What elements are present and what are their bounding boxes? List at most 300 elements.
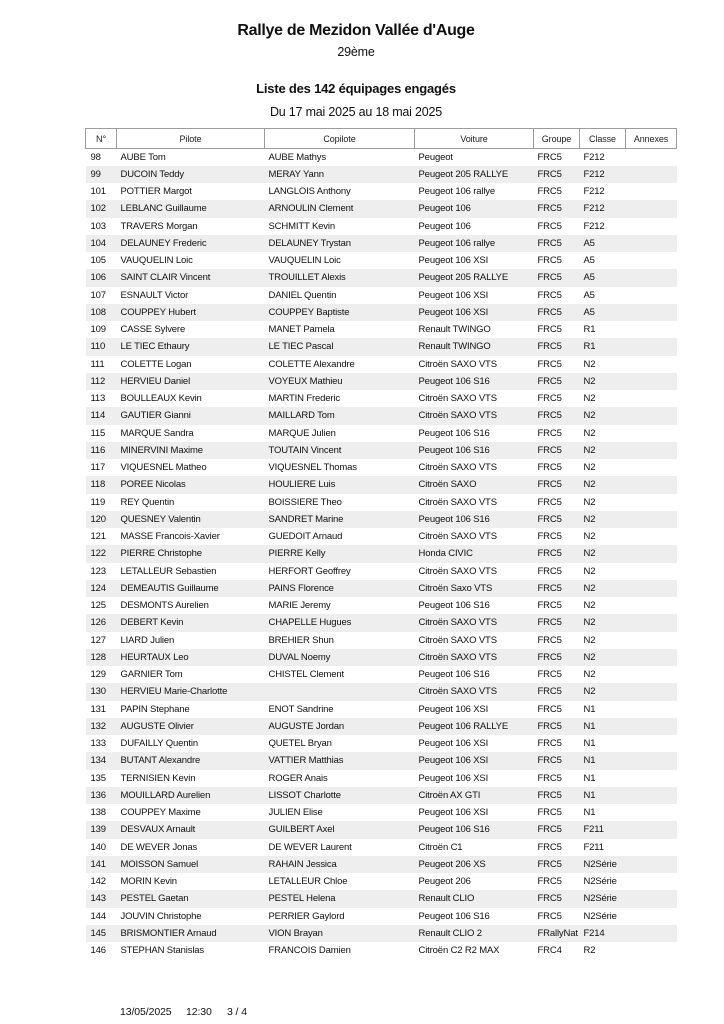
- cell-groupe: FRC5: [537, 375, 562, 387]
- cell-annexes: [626, 476, 677, 493]
- cell-classe: A5: [583, 255, 595, 267]
- cell-annexes: [626, 925, 677, 942]
- cell-num: 108: [90, 306, 106, 318]
- cell-voiture: Citroën SAXO VTS: [418, 617, 497, 629]
- cell-voiture: Peugeot 106: [418, 203, 471, 215]
- cell-classe: F212: [583, 203, 605, 215]
- cell-classe: N2: [583, 600, 596, 612]
- cell-groupe: FRC5: [537, 358, 562, 370]
- cell-pilote: PIERRE Christophe: [120, 548, 202, 560]
- table-row: [86, 321, 677, 338]
- cell-groupe: FRC5: [537, 600, 562, 612]
- cell-groupe: FRC5: [537, 789, 562, 801]
- cell-pilote: TRAVERS Morgan: [120, 220, 198, 232]
- cell-classe: N1: [583, 789, 596, 801]
- cell-num: 111: [90, 358, 105, 370]
- cell-groupe: FRC5: [537, 324, 562, 336]
- cell-pilote: MOUILLARD Aurelien: [120, 789, 211, 801]
- cell-num: 107: [90, 289, 106, 301]
- cell-num: 140: [90, 841, 106, 853]
- cell-classe: N1: [583, 738, 596, 750]
- cell-pilote: DEMEAUTIS Guillaume: [120, 582, 219, 594]
- cell-num: 143: [90, 893, 106, 905]
- cell-voiture: Peugeot 206 XS: [418, 858, 486, 870]
- table-row: [86, 373, 677, 390]
- cell-classe: N2: [583, 358, 596, 370]
- cell-classe: N2: [583, 582, 596, 594]
- table-row: [86, 459, 677, 476]
- cell-annexes: [626, 856, 677, 873]
- cell-annexes: [626, 735, 677, 752]
- cell-annexes: [626, 511, 677, 528]
- cell-copilote: HERFORT Geoffrey: [268, 565, 351, 577]
- cell-annexes: [626, 545, 677, 562]
- cell-pilote: POREE Nicolas: [120, 479, 186, 491]
- table-row: [86, 666, 677, 683]
- cell-voiture: Peugeot 106 rallye: [418, 237, 496, 249]
- cell-pilote: COUPPEY Hubert: [120, 306, 196, 318]
- cell-voiture: Citroën SAXO VTS: [418, 634, 497, 646]
- cell-copilote: CHAPELLE Hugues: [268, 617, 352, 629]
- cell-copilote: ROGER Anais: [268, 772, 328, 784]
- cell-groupe: FRC5: [537, 168, 562, 180]
- cell-groupe: FRC5: [537, 824, 562, 836]
- cell-voiture: Citroën SAXO VTS: [418, 393, 497, 405]
- cell-classe: N2Série: [583, 893, 617, 905]
- cell-groupe: FRC5: [537, 582, 562, 594]
- cell-pilote: POTTIER Margot: [120, 186, 192, 198]
- table-row: [86, 166, 677, 183]
- cell-copilote: DELAUNEY Trystan: [268, 237, 351, 249]
- cell-voiture: Citroën SAXO: [418, 479, 477, 491]
- cell-voiture: Peugeot 106 S16: [418, 600, 490, 612]
- cell-classe: N1: [583, 720, 596, 732]
- cell-pilote: REY Quentin: [120, 496, 175, 508]
- cell-groupe: FRallyNat: [537, 927, 578, 939]
- cell-classe: A5: [583, 306, 595, 318]
- cell-pilote: HERVIEU Marie-Charlotte: [120, 686, 228, 698]
- cell-pilote: DELAUNEY Frederic: [120, 237, 207, 249]
- cell-classe: F214: [583, 927, 605, 939]
- cell-groupe: FRC5: [537, 237, 562, 249]
- cell-groupe: FRC5: [537, 220, 562, 232]
- table-row: [86, 476, 677, 493]
- cell-annexes: [626, 407, 677, 424]
- cell-pilote: CASSE Sylvere: [120, 324, 186, 336]
- cell-groupe: FRC5: [537, 513, 562, 525]
- cell-groupe: FRC5: [537, 393, 562, 405]
- cell-pilote: PESTEL Gaetan: [120, 893, 189, 905]
- cell-groupe: FRC5: [537, 755, 562, 767]
- cell-classe: F211: [583, 841, 604, 853]
- cell-pilote: LEBLANC Guillaume: [120, 203, 207, 215]
- cell-pilote: GAUTIER Gianni: [120, 410, 191, 422]
- cell-groupe: FRC5: [537, 410, 562, 422]
- cell-copilote: DE WEVER Laurent: [268, 841, 352, 853]
- cell-voiture: Peugeot 205 RALLYE: [418, 168, 509, 180]
- cell-voiture: Peugeot 106 XSI: [418, 289, 489, 301]
- cell-num: 104: [90, 237, 106, 249]
- cell-num: 144: [90, 910, 106, 922]
- cell-pilote: BRISMONTIER Arnaud: [120, 927, 217, 939]
- cell-annexes: [626, 459, 677, 476]
- cell-num: 129: [90, 669, 106, 681]
- cell-voiture: Peugeot 205 RALLYE: [418, 272, 509, 284]
- table-row: [86, 856, 677, 873]
- cell-num: 134: [90, 755, 106, 767]
- table-row: [86, 821, 677, 838]
- cell-annexes: [626, 597, 677, 614]
- cell-groupe: FRC5: [537, 807, 562, 819]
- cell-num: 135: [90, 772, 106, 784]
- cell-num: 123: [90, 565, 106, 577]
- cell-classe: F212: [583, 168, 605, 180]
- cell-voiture: Peugeot: [418, 151, 453, 163]
- cell-copilote: HOULIERE Luis: [268, 479, 336, 491]
- cell-groupe: FRC5: [537, 634, 562, 646]
- table-row: [86, 218, 677, 235]
- cell-groupe: FRC5: [537, 893, 562, 905]
- cell-annexes: [626, 218, 677, 235]
- column-header-copilote: Copilote: [265, 129, 415, 149]
- cell-num: 145: [90, 927, 106, 939]
- cell-groupe: FRC5: [537, 651, 562, 663]
- cell-pilote: BOULLEAUX Kevin: [120, 393, 202, 405]
- cell-pilote: MINERVINI Maxime: [120, 444, 203, 456]
- cell-voiture: Peugeot 106 S16: [418, 824, 490, 836]
- cell-classe: A5: [583, 272, 595, 284]
- cell-classe: N1: [583, 772, 596, 784]
- cell-annexes: [626, 390, 677, 407]
- table-row: [86, 873, 677, 890]
- cell-pilote: PAPIN Stephane: [120, 703, 190, 715]
- cell-copilote: AUGUSTE Jordan: [268, 720, 345, 732]
- cell-annexes: [626, 425, 677, 442]
- date-range: Du 17 mai 2025 au 18 mai 2025: [269, 105, 443, 119]
- cell-annexes: [626, 718, 677, 735]
- column-header-voiture: Voiture: [415, 129, 534, 149]
- cell-classe: N1: [583, 703, 596, 715]
- cell-groupe: FRC5: [537, 703, 562, 715]
- cell-pilote: DUFAILLY Quentin: [120, 738, 199, 750]
- cell-classe: R1: [583, 324, 596, 336]
- cell-num: 103: [90, 220, 106, 232]
- cell-pilote: TERNISIEN Kevin: [120, 772, 196, 784]
- cell-classe: N2: [583, 444, 596, 456]
- table-row: [86, 287, 677, 304]
- cell-copilote: MANET Pamela: [268, 324, 335, 336]
- entries-table: [85, 128, 677, 959]
- cell-copilote: VIQUESNEL Thomas: [268, 462, 357, 474]
- cell-annexes: [626, 683, 677, 700]
- cell-classe: R1: [583, 341, 596, 353]
- cell-classe: N2: [583, 669, 596, 681]
- cell-copilote: RAHAIN Jessica: [268, 858, 337, 870]
- cell-groupe: FRC5: [537, 462, 562, 474]
- cell-voiture: Peugeot 106 S16: [418, 427, 490, 439]
- cell-classe: N2Série: [583, 876, 617, 888]
- cell-groupe: FRC4: [537, 945, 562, 957]
- cell-pilote: HERVIEU Daniel: [120, 375, 191, 387]
- cell-voiture: Renault CLIO 2: [418, 927, 482, 939]
- cell-voiture: Peugeot 106 RALLYE: [418, 720, 509, 732]
- cell-classe: N1: [583, 755, 596, 767]
- cell-annexes: [626, 287, 677, 304]
- table-row: [86, 770, 677, 787]
- cell-annexes: [626, 649, 677, 666]
- cell-num: 110: [90, 341, 106, 353]
- table-row: [86, 718, 677, 735]
- column-header-annexes: Annexes: [626, 129, 677, 149]
- cell-pilote: SAINT CLAIR Vincent: [120, 272, 211, 284]
- cell-copilote: SANDRET Marine: [268, 513, 344, 525]
- table-row: [86, 597, 677, 614]
- cell-num: 105: [90, 255, 106, 267]
- cell-groupe: FRC5: [537, 910, 562, 922]
- cell-annexes: [626, 269, 677, 286]
- table-row: [86, 356, 677, 373]
- cell-voiture: Citroën SAXO VTS: [418, 651, 497, 663]
- cell-num: 125: [90, 600, 106, 612]
- cell-groupe: FRC5: [537, 720, 562, 732]
- entry-table-body: [86, 149, 677, 960]
- cell-num: 115: [90, 427, 106, 439]
- cell-copilote: PAINS Florence: [268, 582, 334, 594]
- cell-annexes: [626, 528, 677, 545]
- cell-annexes: [626, 666, 677, 683]
- cell-classe: A5: [583, 237, 595, 249]
- cell-groupe: FRC5: [537, 203, 562, 215]
- cell-pilote: MORIN Kevin: [120, 876, 177, 888]
- cell-pilote: DESMONTS Aurelien: [120, 600, 209, 612]
- table-row: [86, 942, 677, 959]
- cell-pilote: QUESNEY Valentin: [120, 513, 201, 525]
- cell-num: 133: [90, 738, 106, 750]
- cell-voiture: Peugeot 106 XSI: [418, 738, 489, 750]
- cell-classe: N2: [583, 617, 596, 629]
- table-row: [86, 787, 677, 804]
- cell-voiture: Peugeot 106 S16: [418, 375, 490, 387]
- cell-copilote: GUEDOIT Arnaud: [268, 531, 343, 543]
- cell-num: 141: [90, 858, 106, 870]
- table-row: [86, 425, 677, 442]
- list-title: Liste des 142 équipages engagés: [256, 81, 456, 96]
- cell-annexes: [626, 701, 677, 718]
- cell-pilote: COUPPEY Maxime: [120, 807, 201, 819]
- cell-classe: N2: [583, 513, 596, 525]
- column-header-classe: Classe: [580, 129, 626, 149]
- cell-pilote: COLETTE Logan: [120, 358, 192, 370]
- table-row: [86, 235, 677, 252]
- table-row: [86, 890, 677, 907]
- cell-groupe: FRC5: [537, 289, 562, 301]
- cell-groupe: FRC5: [537, 858, 562, 870]
- cell-copilote: AUBE Mathys: [268, 151, 326, 163]
- cell-annexes: [626, 200, 677, 217]
- table-row: [86, 580, 677, 597]
- cell-voiture: Renault TWINGO: [418, 341, 491, 353]
- cell-annexes: [626, 356, 677, 373]
- cell-classe: N2: [583, 375, 596, 387]
- cell-classe: N2: [583, 548, 596, 560]
- cell-pilote: GARNIER Tom: [120, 669, 183, 681]
- cell-annexes: [626, 494, 677, 511]
- cell-copilote: MARIE Jeremy: [268, 600, 331, 612]
- cell-classe: N2Série: [583, 910, 617, 922]
- cell-classe: R2: [583, 945, 596, 957]
- cell-groupe: FRC5: [537, 876, 562, 888]
- table-row: [86, 511, 677, 528]
- page-title: Rallye de Mezidon Vallée d'Auge: [237, 22, 475, 39]
- cell-copilote: ENOT Sandrine: [268, 703, 334, 715]
- table-row: [86, 338, 677, 355]
- cell-copilote: PERRIER Gaylord: [268, 910, 345, 922]
- cell-num: 138: [90, 807, 106, 819]
- cell-num: 122: [90, 548, 106, 560]
- cell-classe: N2: [583, 634, 596, 646]
- cell-voiture: Peugeot 106 S16: [418, 444, 490, 456]
- cell-groupe: FRC5: [537, 479, 562, 491]
- cell-copilote: LE TIEC Pascal: [268, 341, 334, 353]
- cell-classe: F212: [583, 151, 605, 163]
- cell-classe: F211: [583, 824, 604, 836]
- cell-voiture: Citroën SAXO VTS: [418, 358, 497, 370]
- cell-pilote: BUTANT Alexandre: [120, 755, 201, 767]
- footer-date: 13/05/2025: [120, 1006, 172, 1018]
- cell-groupe: FRC5: [537, 548, 562, 560]
- cell-annexes: [626, 252, 677, 269]
- cell-copilote: MARTIN Frederic: [268, 393, 340, 405]
- cell-voiture: Citroën SAXO VTS: [418, 686, 497, 698]
- cell-copilote: QUETEL Bryan: [268, 738, 332, 750]
- cell-copilote: VAUQUELIN Loic: [268, 255, 341, 267]
- edition-subtitle: 29ème: [337, 45, 375, 59]
- table-row: [86, 735, 677, 752]
- cell-pilote: JOUVIN Christophe: [120, 910, 202, 922]
- cell-classe: N2: [583, 496, 596, 508]
- cell-copilote: VION Brayan: [268, 927, 323, 939]
- cell-pilote: LE TIEC Ethaury: [120, 341, 190, 353]
- cell-copilote: JULIEN Elise: [268, 807, 323, 819]
- cell-num: 130: [90, 686, 106, 698]
- cell-num: 128: [90, 651, 106, 663]
- table-row: [86, 269, 677, 286]
- cell-num: 114: [90, 410, 106, 422]
- cell-annexes: [626, 770, 677, 787]
- column-header-groupe: Groupe: [534, 129, 580, 149]
- cell-annexes: [626, 563, 677, 580]
- cell-voiture: Peugeot 106 S16: [418, 669, 490, 681]
- cell-classe: A5: [583, 289, 595, 301]
- cell-num: 99: [90, 168, 101, 180]
- cell-annexes: [626, 942, 677, 959]
- cell-num: 126: [90, 617, 106, 629]
- cell-groupe: FRC5: [537, 444, 562, 456]
- cell-num: 116: [90, 444, 106, 456]
- cell-annexes: [626, 235, 677, 252]
- table-row: [86, 632, 677, 649]
- table-row: [86, 701, 677, 718]
- table-row: [86, 563, 677, 580]
- document-header: [0, 0, 712, 119]
- cell-num: 112: [90, 375, 106, 387]
- cell-voiture: Peugeot 106 rallye: [418, 186, 496, 198]
- cell-classe: N2: [583, 651, 596, 663]
- cell-groupe: FRC5: [537, 306, 562, 318]
- cell-voiture: Citroën SAXO VTS: [418, 496, 497, 508]
- cell-num: 98: [90, 151, 101, 163]
- cell-num: 119: [90, 496, 106, 508]
- cell-classe: N2Série: [583, 858, 617, 870]
- column-header-num: N°: [86, 129, 117, 149]
- cell-classe: N1: [583, 807, 596, 819]
- cell-annexes: [626, 873, 677, 890]
- table-row: [86, 528, 677, 545]
- cell-copilote: DANIEL Quentin: [268, 289, 337, 301]
- cell-groupe: FRC5: [537, 255, 562, 267]
- cell-voiture: Renault TWINGO: [418, 324, 491, 336]
- cell-groupe: FRC5: [537, 772, 562, 784]
- cell-annexes: [626, 338, 677, 355]
- cell-annexes: [626, 890, 677, 907]
- table-row: [86, 839, 677, 856]
- cell-voiture: Citroën C2 R2 MAX: [418, 945, 500, 957]
- cell-num: 124: [90, 582, 106, 594]
- cell-pilote: LIARD Julien: [120, 634, 175, 646]
- cell-groupe: FRC5: [537, 496, 562, 508]
- cell-copilote: TROUILLET Alexis: [268, 272, 346, 284]
- cell-classe: N2: [583, 410, 596, 422]
- table-row: [86, 407, 677, 424]
- cell-annexes: [626, 632, 677, 649]
- cell-annexes: [626, 149, 677, 166]
- cell-classe: N2: [583, 462, 596, 474]
- cell-classe: N2: [583, 479, 596, 491]
- table-row: [86, 683, 677, 700]
- table-row: [86, 925, 677, 942]
- cell-annexes: [626, 166, 677, 183]
- cell-copilote: LETALLEUR Chloe: [268, 876, 348, 888]
- cell-voiture: Citroën SAXO VTS: [418, 462, 497, 474]
- cell-num: 132: [90, 720, 106, 732]
- cell-pilote: VAUQUELIN Loic: [120, 255, 193, 267]
- cell-classe: F212: [583, 220, 605, 232]
- table-header-row: [86, 129, 677, 149]
- cell-copilote: LISSOT Charlotte: [268, 789, 341, 801]
- table-row: [86, 908, 677, 925]
- cell-annexes: [626, 614, 677, 631]
- cell-voiture: Citroën SAXO VTS: [418, 410, 497, 422]
- cell-copilote: VATTIER Matthias: [268, 755, 344, 767]
- cell-copilote: CHISTEL Clement: [268, 669, 345, 681]
- cell-copilote: DUVAL Noemy: [268, 651, 331, 663]
- cell-num: 139: [90, 824, 106, 836]
- cell-voiture: Peugeot 106 XSI: [418, 703, 489, 715]
- table-row: [86, 614, 677, 631]
- cell-groupe: FRC5: [537, 565, 562, 577]
- cell-groupe: FRC5: [537, 151, 562, 163]
- cell-num: 146: [90, 945, 106, 957]
- cell-num: 142: [90, 876, 106, 888]
- cell-voiture: Citroën SAXO VTS: [418, 531, 497, 543]
- column-header-pilote: Pilote: [117, 129, 265, 149]
- cell-classe: N2: [583, 531, 596, 543]
- cell-pilote: ESNAULT Victor: [120, 289, 189, 301]
- cell-voiture: Peugeot 106 XSI: [418, 306, 489, 318]
- cell-annexes: [626, 821, 677, 838]
- cell-num: 131: [90, 703, 106, 715]
- cell-copilote: GUILBERT Axel: [268, 824, 335, 836]
